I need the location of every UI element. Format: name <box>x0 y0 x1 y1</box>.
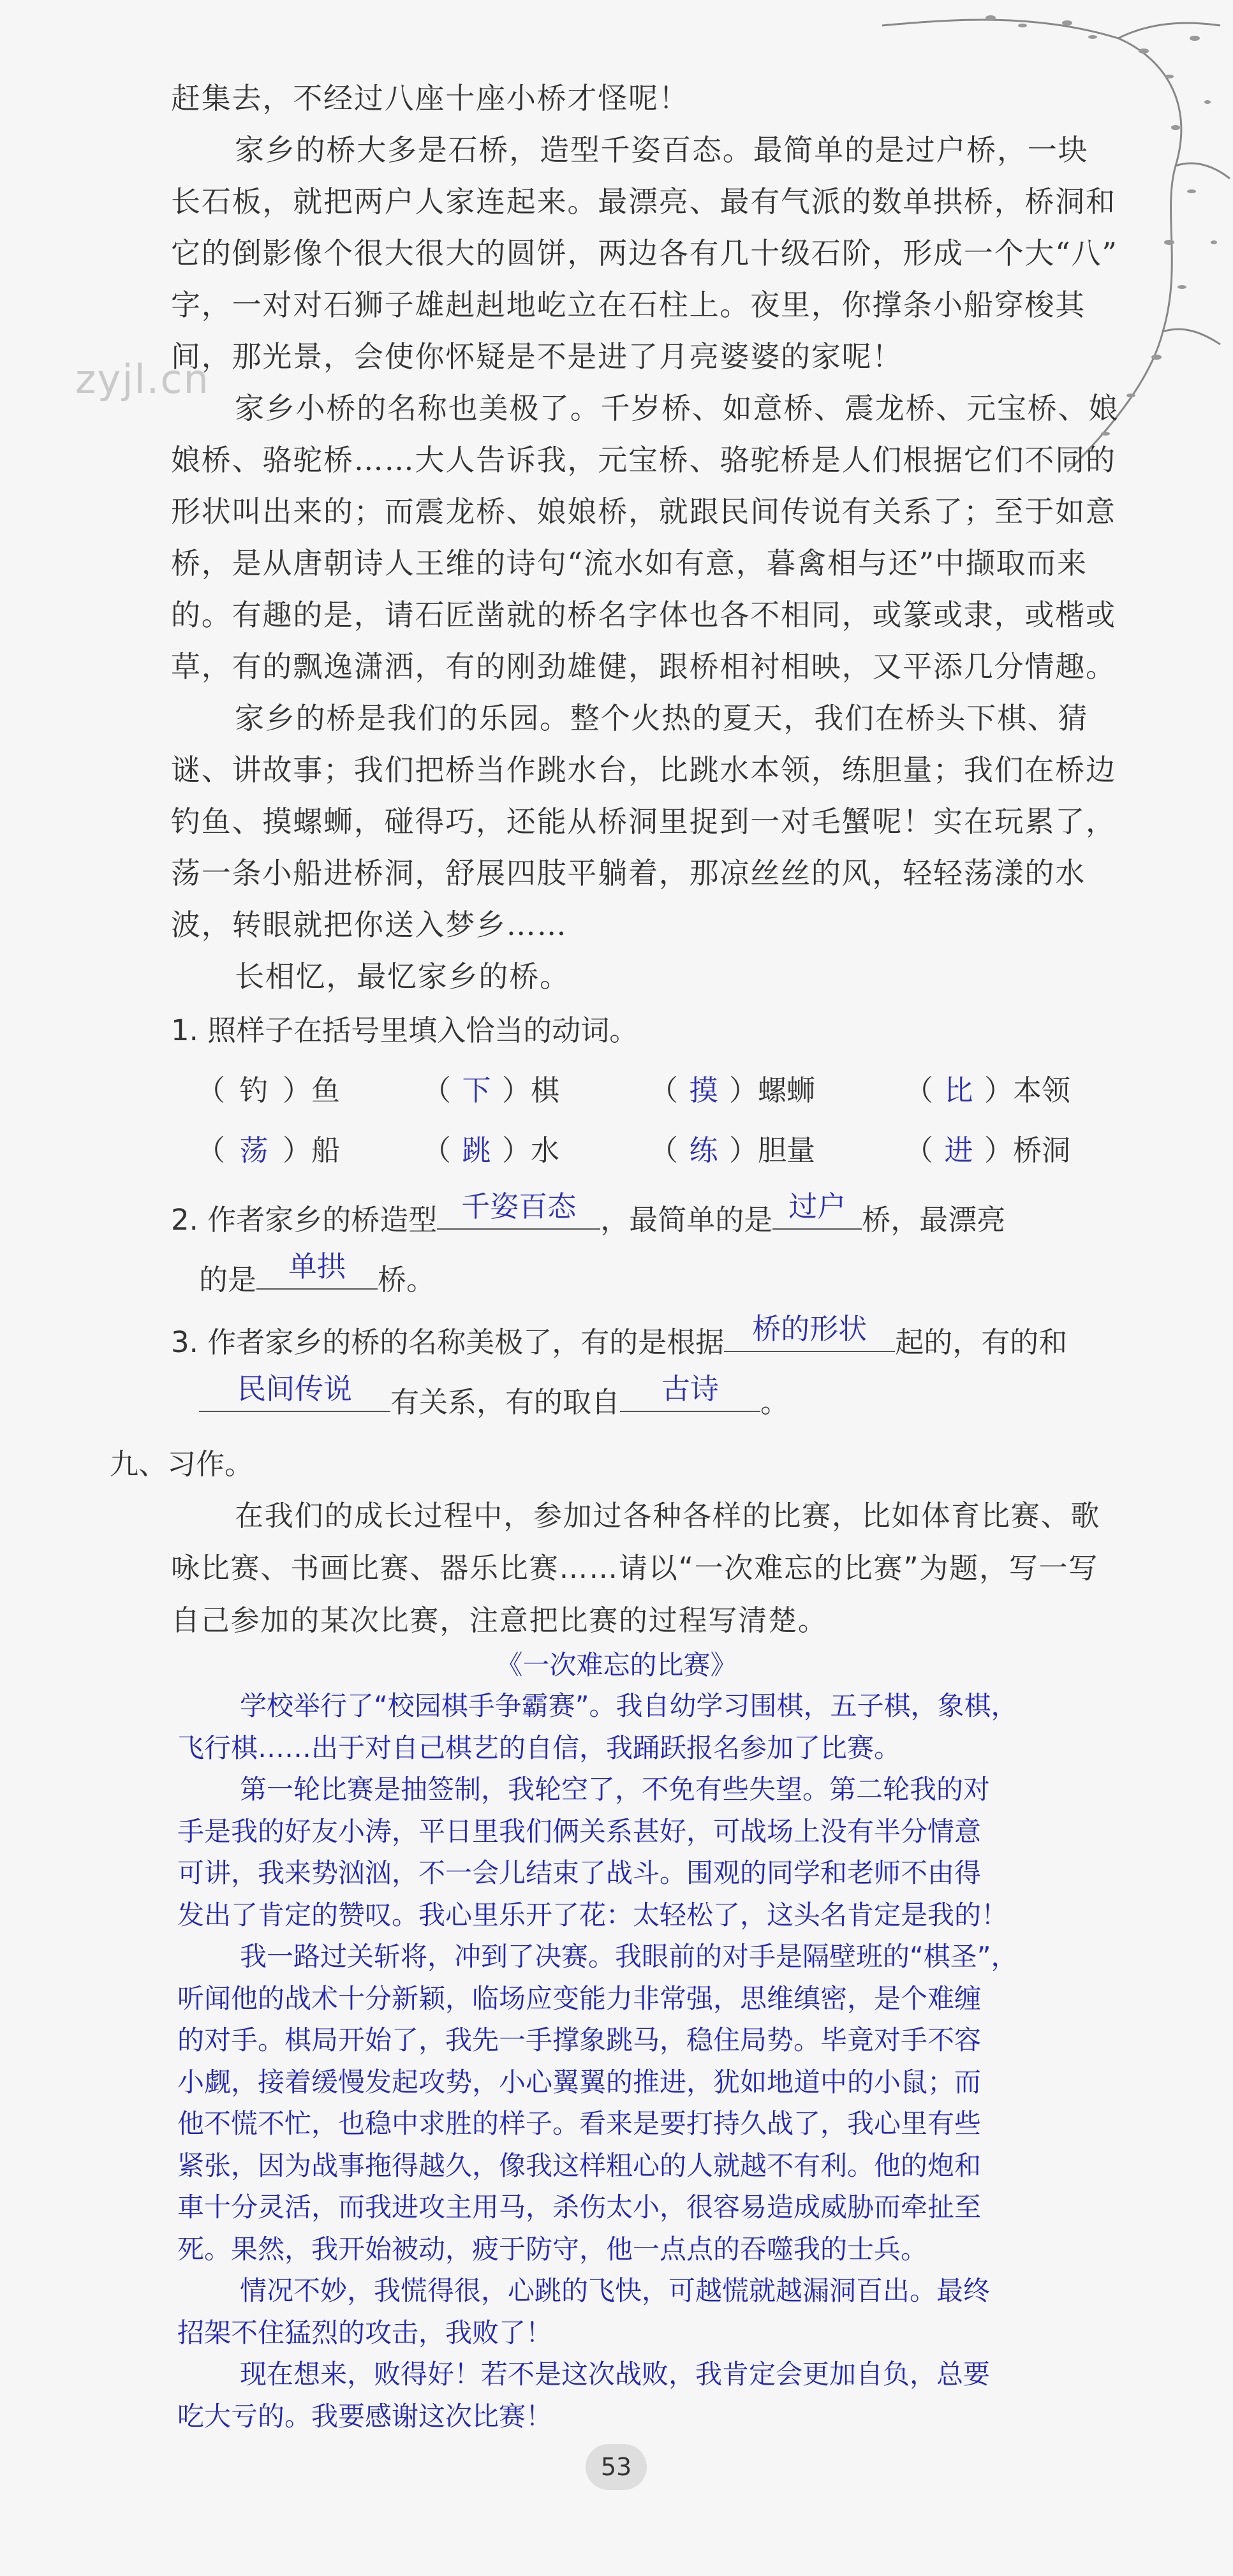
right-paren: ） <box>502 1133 531 1167</box>
watermark: zyjl.cn <box>75 356 210 402</box>
verb-item[interactable] <box>422 1131 559 1170</box>
essay-line: 发出了肯定的赞叹。我心里乐开了花：太轻松了，这头名肯定是我的！ <box>177 1899 1008 1931</box>
verb-object: 棋 <box>531 1073 560 1107</box>
passage-line: 谜、讲故事；我们把桥当作跳水台，比跳水本领，练胆量；我们在桥边 <box>171 753 1116 787</box>
verb-item[interactable] <box>649 1131 815 1170</box>
left-paren: （ <box>422 1133 452 1167</box>
essay-line: 的对手。棋局开始了，我先一手撑象跳马，稳住局势。毕竟对手不容 <box>177 2024 982 2056</box>
essay-title: 《一次难忘的比赛》 <box>496 1649 737 1681</box>
verb-answer: 摸 <box>689 1073 718 1107</box>
passage-line: 波，转眼就把你送入梦乡…… <box>171 908 568 942</box>
question-1-prompt: 1. 照样子在括号里填入恰当的动词。 <box>171 1013 639 1047</box>
essay-line: 可讲，我来势汹汹，不一会儿结束了战斗。围观的同学和老师不由得 <box>177 1857 982 1888</box>
answer-blank[interactable] <box>256 1249 378 1290</box>
essay-paragraph-5 <box>177 2353 1070 2437</box>
verb-object: 船 <box>311 1133 341 1167</box>
answer-text: 民间传说 <box>237 1372 352 1406</box>
verb-answer: 跳 <box>462 1133 491 1167</box>
left-paren: （ <box>196 1073 226 1107</box>
left-paren: （ <box>904 1133 934 1167</box>
left-paren: （ <box>649 1073 679 1107</box>
question-3-line-2 <box>199 1372 790 1422</box>
verb-object: 胆量 <box>758 1133 816 1167</box>
answer-blank[interactable] <box>437 1189 600 1230</box>
passage-line: 桥，是从唐朝诗人王维的诗句“流水如有意，暮禽相与还”中撷取而来 <box>171 546 1088 580</box>
verb-item[interactable] <box>904 1131 1070 1170</box>
right-paren: ） <box>283 1133 312 1167</box>
question-3-text: 。 <box>760 1385 790 1419</box>
question-2-text: 的是 <box>199 1263 257 1297</box>
prompt-line: 咏比赛、书画比赛、器乐比赛……请以“一次难忘的比赛”为题，写一写 <box>171 1551 1099 1585</box>
right-paren: ） <box>984 1073 1014 1107</box>
passage-line: 长相忆，最忆家乡的桥。 <box>235 959 570 994</box>
answer-text: 单拱 <box>288 1249 346 1283</box>
passage-line: 形状叫出来的；而震龙桥、娘娘桥，就跟民间传说有关系了；至于如意 <box>171 494 1116 529</box>
question-3-text: 有关系，有的取自 <box>390 1385 621 1419</box>
passage-line: 家乡的桥大多是石桥，造型千姿百态。最简单的是过户桥，一块 <box>235 133 1089 167</box>
passage-line: 家乡的桥是我们的乐园。整个火热的夏天，我们在桥头下棋、猜 <box>235 701 1089 735</box>
passage-paragraph-4 <box>171 693 1116 951</box>
answer-blank[interactable] <box>199 1372 390 1412</box>
essay-line: 现在想来，败得好！若不是这次战败，我肯定会更加自负，总要 <box>240 2359 991 2390</box>
right-paren: ） <box>729 1133 758 1167</box>
verb-answer: 荡 <box>239 1133 269 1167</box>
prompt-line: 自己参加的某次比赛，注意把比赛的过程写清楚。 <box>171 1603 828 1637</box>
essay-line: 学校举行了“校园棋手争霸赛”。我自幼学习围棋，五子棋，象棋， <box>240 1690 1018 1721</box>
essay-line: 第一轮比赛是抽签制，我轮空了，不免有些失望。第二轮我的对 <box>240 1774 991 1805</box>
essay-line: 手是我的好友小涛，平日里我们俩关系甚好，可战场上没有半分情意 <box>177 1815 982 1847</box>
question-2-line-2 <box>199 1249 436 1299</box>
passage-line: 它的倒影像个很大很大的圆饼，两边各有几十级石阶，形成一个大“八” <box>171 236 1118 270</box>
left-paren: （ <box>904 1073 934 1107</box>
passage-line: 长石板，就把两户人家连起来。最漂亮、最有气派的数单拱桥，桥洞和 <box>171 184 1116 219</box>
passage-line: 间，那光景，会使你怀疑是不是进了月亮婆婆的家呢！ <box>171 339 903 374</box>
passage-paragraph-3 <box>171 383 1119 693</box>
verb-item[interactable] <box>196 1131 340 1170</box>
essay-line: 紧张，因为战事拖得越久，像我这样粗心的人就越不有利。他的炮和 <box>177 2149 982 2181</box>
passage-paragraph-2 <box>171 124 1118 383</box>
question-3-line-1 <box>171 1312 1068 1362</box>
answer-text: 古诗 <box>661 1372 720 1406</box>
verb-item[interactable] <box>422 1071 559 1110</box>
essay-line: 我一路过关斩将，冲到了决赛。我眼前的对手是隔壁班的“棋圣”， <box>240 1941 1018 1972</box>
verb-object: 本领 <box>1013 1073 1071 1107</box>
question-2-text: 桥。 <box>378 1263 436 1297</box>
section-9-heading: 九、习作。 <box>110 1447 254 1481</box>
passage-paragraph-1 <box>171 73 1109 124</box>
verb-answer: 比 <box>944 1073 973 1107</box>
question-2-text: 桥，最漂亮 <box>862 1203 1006 1237</box>
passage-line: 的。有趣的是，请石匠凿就的桥名字体也各不相同，或篆或隶，或楷或 <box>171 598 1116 632</box>
question-3-text: 3. 作者家乡的桥的名称美极了，有的是根据 <box>171 1325 725 1359</box>
essay-line: 情况不妙，我慌得很，心跳的飞快，可越慌就越漏洞百出。最终 <box>240 2275 991 2306</box>
verb-answer: 下 <box>462 1073 491 1107</box>
answer-text: 桥的形状 <box>752 1312 868 1346</box>
verb-item[interactable] <box>649 1071 815 1110</box>
essay-paragraph-4 <box>177 2270 1070 2353</box>
verb-answer: 钓 <box>239 1073 269 1107</box>
left-paren: （ <box>196 1133 226 1167</box>
essay-line: 他不慌不忙，也稳中求胜的样子。看来是要打持久战了，我心里有些 <box>177 2108 982 2139</box>
verb-item[interactable] <box>196 1071 340 1110</box>
question-2-text: ，最简单的是 <box>600 1203 773 1237</box>
verb-answer: 练 <box>689 1133 718 1167</box>
passage-line: 荡一条小船进桥洞，舒展四肢平躺着，那凉丝丝的风，轻轻荡漾的水 <box>171 856 1086 890</box>
left-paren: （ <box>649 1133 679 1167</box>
essay-line: 車十分灵活，而我进攻主用马，杀伤太小，很容易造成威胁而牵扯至 <box>177 2191 982 2223</box>
passage-line: 娘桥、骆驼桥……大人告诉我，元宝桥、骆驼桥是人们根据它们不同的 <box>171 443 1116 477</box>
verb-object: 桥洞 <box>1013 1133 1071 1167</box>
question-3-text: 起的，有的和 <box>895 1325 1068 1359</box>
essay-line: 小觑，接着缓慢发起攻势，小心翼翼的推进，犹如地道中的小鼠；而 <box>177 2066 982 2098</box>
verb-object: 水 <box>531 1133 560 1167</box>
essay-line: 死。果然，我开始被动，疲于防守，他一点点的吞噬我的士兵。 <box>177 2233 928 2265</box>
question-2-text: 2. 作者家乡的桥造型 <box>171 1203 438 1237</box>
essay-line: 听闻他的战术十分新颖，临场应变能力非常强，思维缜密，是个难缠 <box>177 1982 982 2014</box>
right-paren: ） <box>984 1133 1014 1167</box>
section-9-prompt <box>171 1490 1109 1647</box>
essay-line: 飞行棋……出于对自己棋艺的自信，我踊跃报名参加了比赛。 <box>177 1732 901 1763</box>
verb-answer: 进 <box>944 1133 973 1167</box>
passage-line: 赶集去，不经过八座十座小桥才怪呢！ <box>171 81 690 115</box>
essay-line: 吃大亏的。我要感谢这次比赛！ <box>177 2400 553 2432</box>
essay-paragraph-1 <box>177 1685 1070 1769</box>
passage-line: 钓鱼、摸螺蛳，碰得巧，还能从桥洞里捉到一对毛蟹呢！实在玩累了， <box>171 804 1116 839</box>
verb-object: 螺蛳 <box>758 1073 816 1107</box>
answer-blank[interactable] <box>620 1372 760 1412</box>
prompt-line: 在我们的成长过程中，参加过各种各样的比赛，比如体育比赛、歌 <box>235 1499 1101 1533</box>
answer-blank[interactable] <box>772 1189 862 1230</box>
verb-object: 鱼 <box>311 1073 341 1107</box>
verb-item[interactable] <box>904 1071 1070 1110</box>
right-paren: ） <box>729 1073 758 1107</box>
passage-paragraph-5 <box>171 951 1109 1003</box>
essay-line: 招架不住猛烈的攻击，我败了！ <box>177 2316 553 2348</box>
page-number: 53 <box>586 2444 647 2490</box>
right-paren: ） <box>502 1073 531 1107</box>
left-paren: （ <box>422 1073 452 1107</box>
right-paren: ） <box>283 1073 312 1107</box>
answer-text: 过户 <box>788 1189 846 1223</box>
question-2-line-1 <box>171 1189 1006 1239</box>
passage-line: 字，一对对石狮子雄赳赳地屹立在石柱上。夜里，你撑条小船穿梭其 <box>171 288 1086 322</box>
passage-line: 草，有的飘逸潇洒，有的刚劲雄健，跟桥相衬相映，又平添几分情趣。 <box>171 649 1116 684</box>
answer-blank[interactable] <box>724 1312 895 1352</box>
passage-line: 家乡小桥的名称也美极了。千岁桥、如意桥、震龙桥、元宝桥、娘 <box>235 391 1119 425</box>
answer-text: 千姿百态 <box>461 1189 577 1223</box>
essay-paragraph-2 <box>177 1769 1070 1936</box>
essay-paragraph-3 <box>177 1936 1070 2270</box>
